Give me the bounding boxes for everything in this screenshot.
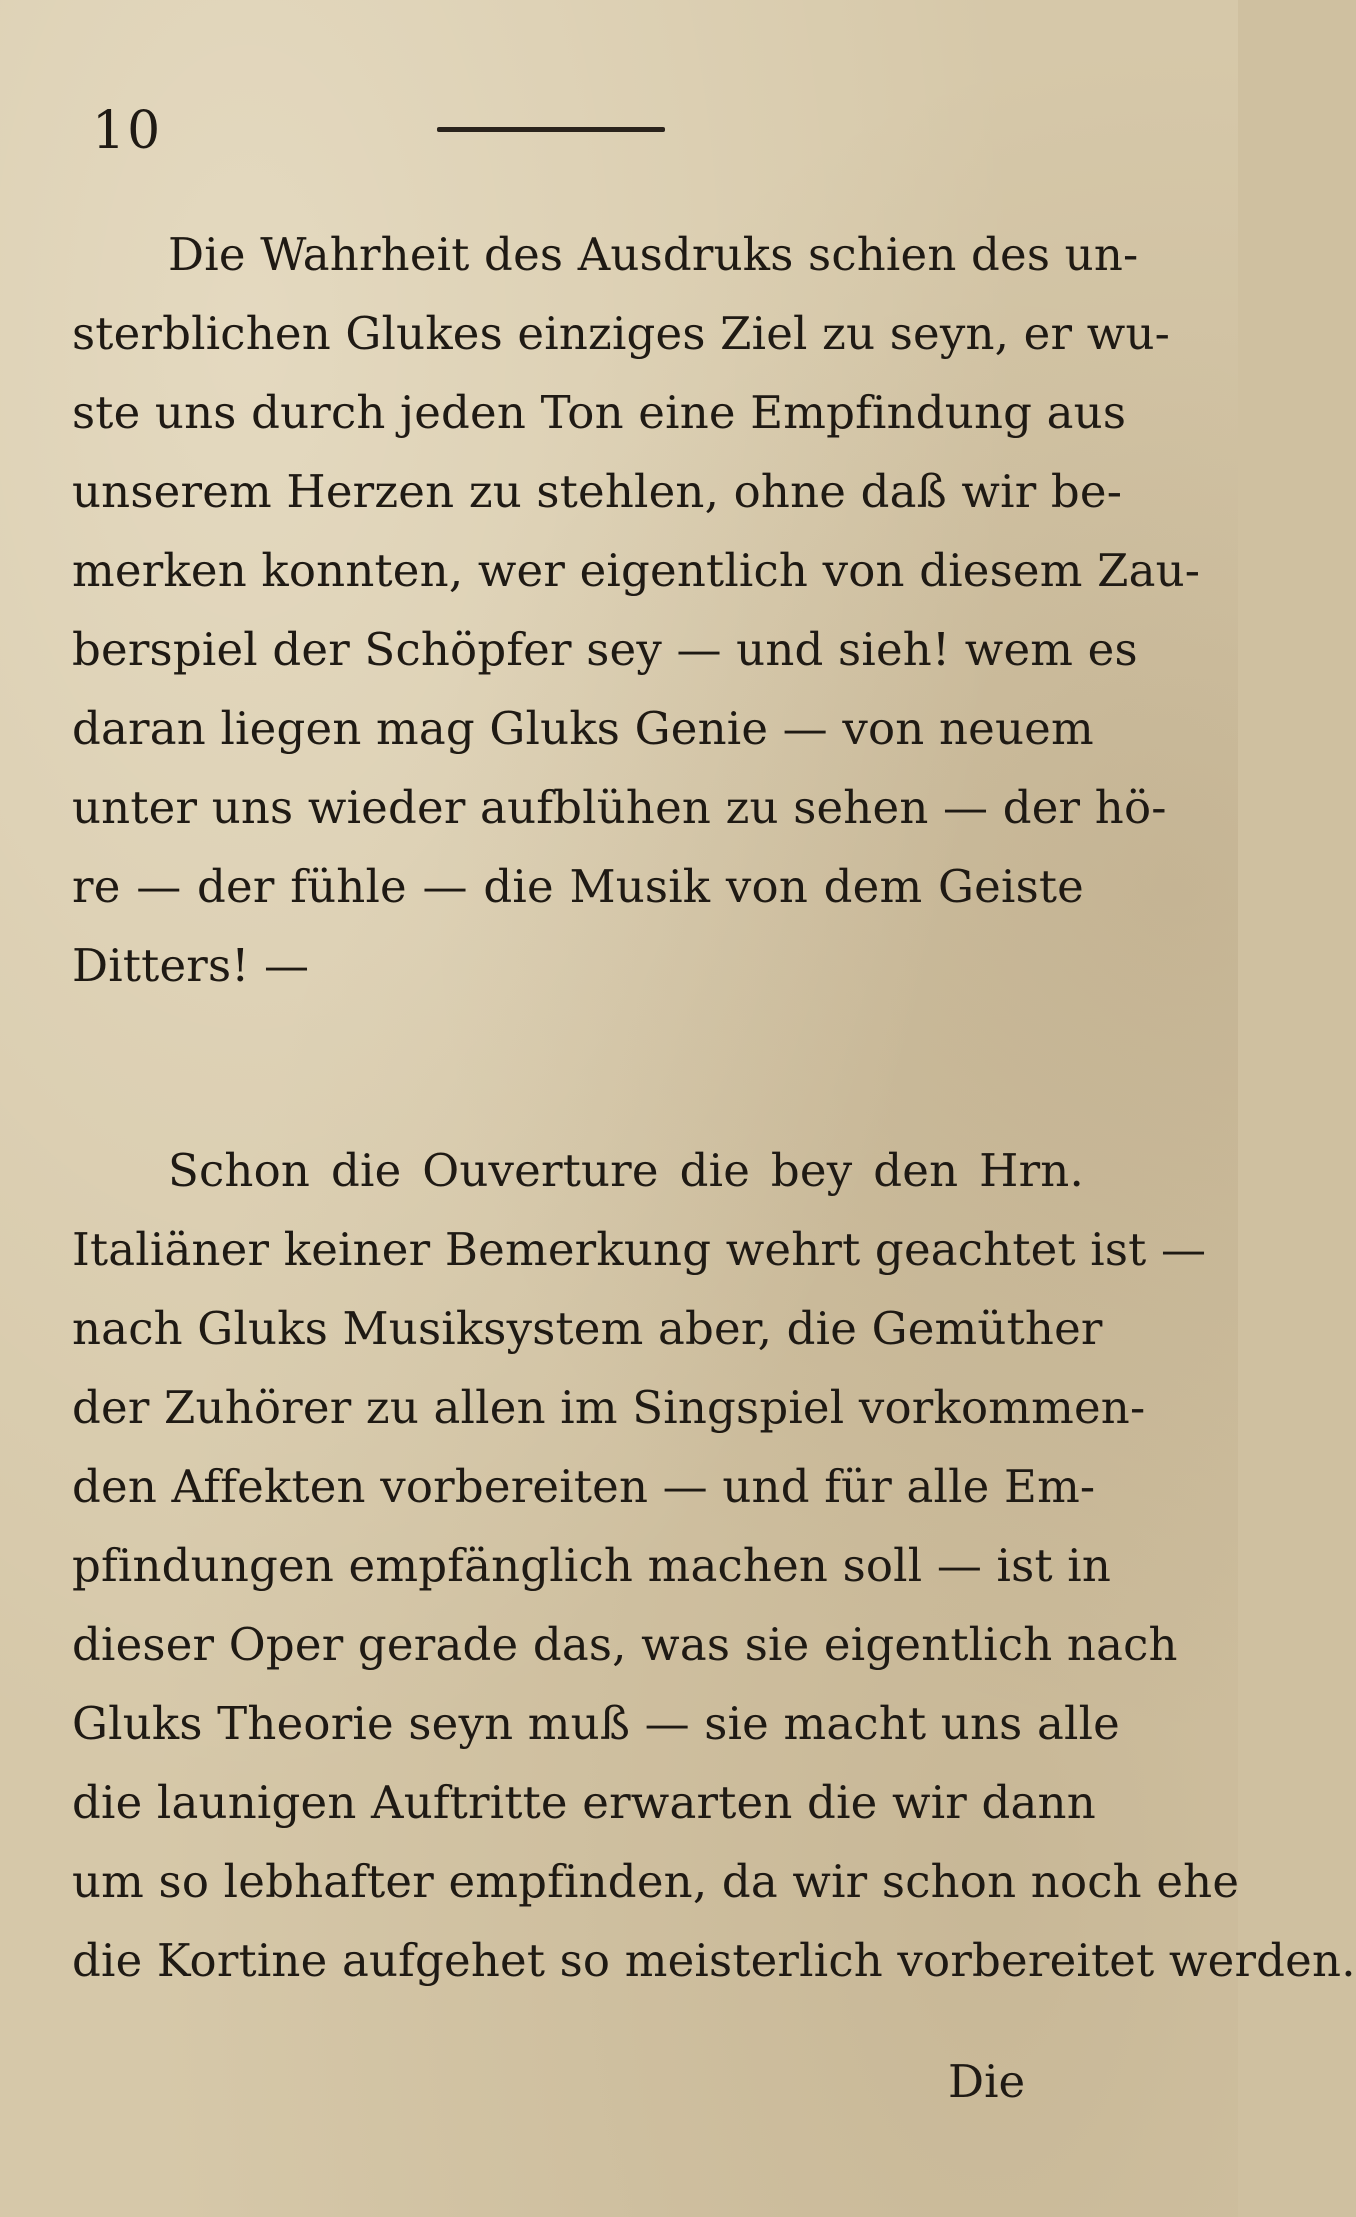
text-line: den Affekten vorbereiten — und für alle Em-	[72, 1460, 1096, 1513]
text-line: Ditters! —	[72, 939, 310, 992]
text-line: unter uns wieder aufblühen zu sehen — der hö-	[72, 781, 1167, 834]
text-line: Italiäner keiner Bemerkung wehrt geachtet ist —	[72, 1223, 1207, 1276]
catchword: Die	[948, 2055, 1026, 2108]
text-line: unserem Herzen zu stehlen, ohne daß wir be-	[72, 465, 1123, 518]
paragraph-2	[72, 1131, 1356, 2000]
text-line: Gluks Theorie seyn muß — sie macht uns alle	[72, 1697, 1120, 1750]
text-line: ste uns durch jeden Ton eine Empfindung aus	[72, 386, 1127, 439]
text-line: Schon die Ouverture die bey den Hrn.	[168, 1144, 1084, 1197]
header-rule	[437, 127, 665, 132]
text-line: um so lebhafter empfinden, da wir schon noch ehe	[72, 1855, 1240, 1908]
text-line: der Zuhörer zu allen im Singspiel vorkommen-	[72, 1381, 1146, 1434]
page-number: 10	[92, 101, 163, 161]
text-line: daran liegen mag Gluks Genie — von neuem	[72, 702, 1094, 755]
text-line: berspiel der Schöpfer sey — und sieh! wem es	[72, 623, 1138, 676]
text-line: re — der fühle — die Musik von dem Geiste	[72, 860, 1084, 913]
paragraph-1	[72, 215, 1201, 1005]
text-line: nach Gluks Musiksystem aber, die Gemüther	[72, 1302, 1103, 1355]
text-line: Die Wahrheit des Ausdruks schien des un-	[168, 228, 1139, 281]
text-line: pfindungen empfänglich machen soll — ist in	[72, 1539, 1112, 1592]
text-line: sterblichen Glukes einziges Ziel zu seyn, er wu-	[72, 307, 1171, 360]
text-line: merken konnten, wer eigentlich von diesem Zau-	[72, 544, 1201, 597]
text-line: die launigen Auftritte erwarten die wir dann	[72, 1776, 1096, 1829]
text-line: dieser Oper gerade das, was sie eigentlich nach	[72, 1618, 1178, 1671]
text-line: die Kortine aufgehet so meisterlich vorbereitet werden.	[72, 1934, 1356, 1987]
